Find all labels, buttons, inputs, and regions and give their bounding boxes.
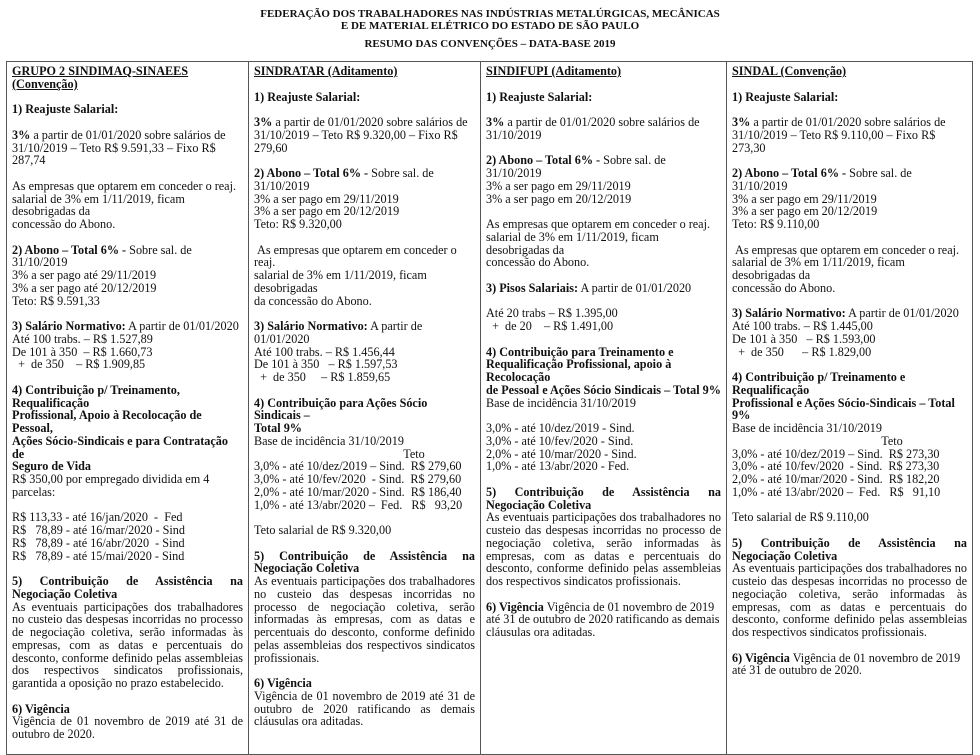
clause-text: As empresas que optarem em conceder o reaj. salarial de 3% em 1/11/2019, ficam desobrigadas da concessão do Abono. [486, 217, 711, 270]
clause-heading: 5) Contribuição de Assistência na Negociação Coletiva [254, 548, 479, 576]
conventions-table [6, 61, 973, 755]
clause-heading: 3% [732, 115, 751, 129]
clause-block [12, 180, 243, 231]
clause-heading: 4) Contribuição para Treinamento e Requalificação Profissional, apoio à Recolocação de Pessoal e Ações Sócio Sindicais – Total 9% [486, 344, 721, 397]
clause-heading: 1) Reajuste Salarial: [732, 89, 839, 104]
clause-text: As empresas que optarem em conceder o reaj. salarial de 3% em 1/11/2019, ficam desobrigadas da concessão do Abono. [254, 242, 457, 308]
clause-block [12, 384, 243, 563]
clause-heading: 6) Vigência [12, 701, 70, 716]
clause-block [486, 282, 721, 333]
clause-block [254, 677, 475, 728]
clause-heading: 5) Contribuição de Assistência na Negociação Coletiva [732, 535, 971, 563]
clause-heading: 3% [254, 115, 273, 129]
header-line-1: FEDERAÇÃO DOS TRABALHADORES NAS INDÚSTRIAS METALÚRGICAS, MECÂNICAS [260, 8, 720, 20]
clause-text: a partir de 01/01/2020 sobre salários de 31/10/2019 – Teto R$ 9.591,33 – Fixo R$ 287,74 [12, 127, 226, 168]
column-sindimaq [7, 62, 249, 755]
clause-text: a partir de 01/01/2020 sobre salários de 31/10/2019 – Teto R$ 9.110,00 – Fixo R$ 273,30 [732, 115, 946, 155]
clause-text: a partir de 01/01/2020 sobre salários de 31/10/2019 – Teto R$ 9.320,00 – Fixo R$ 279,60 [254, 115, 468, 155]
clause-text: Base de incidência 31/10/2019 Teto 3,0% - até 10/dez/2019 – Sind. R$ 273,30 3,0% - até 10/fev/2020 - Sind. R$ 273,30 2,0% - até 10/mar/2020 - Sind. R$ 182,20 1,0% - até 13/abr/2020 – Fed. R$ 91,10 Teto salarial de R$ 9.110,00 [732, 421, 941, 525]
clause-block [732, 244, 967, 295]
clause-heading: 5) Contribuição de Assistência na Negociação Coletiva [486, 484, 725, 512]
clause-block [486, 601, 721, 639]
clause-block [12, 129, 243, 167]
column-sindifupi [481, 62, 727, 755]
clause-block [254, 167, 475, 231]
clause-text: Vigência de 01 novembro de 2019 até 31 de outubro de 2020 ratificando as demais cláusulas ora aditadas. [254, 688, 475, 729]
clause-heading: 3% [486, 115, 505, 129]
clause-block [12, 244, 243, 308]
clause-heading: 3) Salário Normativo: [254, 319, 368, 333]
clause-block [486, 116, 721, 142]
clause-block [732, 535, 971, 639]
clause-text: As eventuais participações dos trabalhadores no custeio das despesas incorridas no processo de negociação coletiva, serão informadas às empresas, com as datas e percentuais do desconto, conforme definido pelas assembleias dos respectivos sindicatos profissionais. [732, 561, 967, 639]
clause-block [254, 397, 475, 537]
union-title: SINDIFUPI (Aditamento) [486, 64, 622, 78]
clause-text: As empresas que optarem em conceder o reaj. salarial de 3% em 1/11/2019, ficam desobrigadas da concessão do Abono. [12, 178, 237, 231]
clause-block [732, 167, 967, 231]
clause-text: As eventuais participações dos trabalhadores no custeio das despesas incorridas no processo de negociação coletiva, serão informadas às empresas, com as datas e percentuais do desconto, conforme definido pelas assembleias dos respectivos sindicatos profissionais, garantida a oposição no prazo estabelecido. [12, 599, 243, 690]
clause-block [732, 116, 967, 154]
clause-text: A partir de 01/01/2020 Até 100 trabs. – R$ 1.445,00 De 101 à 350 – R$ 1.593,00 + de 350 – R$ 1.829,00 [732, 306, 959, 359]
clause-block [254, 116, 475, 154]
clause-block [12, 103, 243, 116]
clause-heading: 6) Vigência [732, 650, 790, 665]
document-header [0, 0, 980, 51]
clause-heading: 3) Salário Normativo: [732, 306, 846, 321]
clause-heading: 3% [12, 127, 31, 142]
header-line-2: E DE MATERIAL ELÉTRICO DO ESTADO DE SÃO PAULO [340, 19, 640, 32]
clause-block [254, 244, 475, 308]
clause-heading: 3) Pisos Salariais: [486, 280, 579, 295]
clause-block [732, 91, 967, 104]
clause-text: Base de incidência 31/10/2019 Teto 3,0% - até 10/dez/2019 – Sind. R$ 279,60 3,0% - até 10/fev/2020 - Sind. R$ 279,60 2,0% - até 10/mar/2020 - Sind. R$ 186,40 1,0% - até 13/abr/2020 – Fed. R$ 93,20 Teto salarial de R$ 9.320,00 [254, 433, 463, 537]
clause-block [732, 307, 967, 358]
clause-heading: 2) Abono – Total 6% - [254, 166, 369, 180]
clause-text: Vigência de 01 novembro de 2019 até 31 de outubro de 2020 ratificando as demais cláusulas ora aditadas. [486, 599, 723, 639]
clause-text: Sobre sal. de 31/10/2019 3% a ser pago em 29/11/2019 3% a ser pago em 20/12/2019 [486, 153, 666, 206]
clause-text: A partir de 01/01/2020 Até 100 trabs. – R$ 1.456,44 De 101 à 350 – R$ 1.597,53 + de 350 – R$ 1.859,65 [254, 319, 423, 384]
clause-heading: 6) Vigência [486, 599, 544, 614]
clause-text: a partir de 01/01/2020 sobre salários de 31/10/2019 [486, 115, 700, 142]
clause-text: As eventuais participações dos trabalhadores no custeio das despesas incorridas no processo de negociação coletiva, serão informadas às empresas, com as datas e percentuais do desconto, conforme definido pelas assembleias dos respectivos sindicatos profissionais. [486, 510, 721, 588]
clause-text: Sobre sal. de 31/10/2019 3% a ser pago em 29/11/2019 3% a ser pago em 20/12/2019 Teto: R$ 9.320,00 [254, 166, 434, 231]
clause-heading: 1) Reajuste Salarial: [254, 89, 361, 104]
clause-block [254, 91, 475, 104]
clause-block [732, 371, 967, 524]
union-title: SINDRATAR (Aditamento) [254, 64, 398, 78]
clause-text: A partir de 01/01/2020 Até 20 trabs – R$ 1.395,00 + de 20 – R$ 1.491,00 [486, 280, 692, 333]
header-subtitle: RESUMO DAS CONVENÇÕES – DATA-BASE 2019 [364, 38, 616, 50]
clause-block [12, 703, 243, 741]
union-title: SINDAL (Convenção) [732, 64, 847, 78]
union-title: GRUPO 2 SINDIMAQ-SINAEES (Convenção) [12, 64, 189, 91]
clause-block [12, 574, 247, 690]
clause-block [486, 154, 721, 205]
clause-text: Vigência de 01 novembro de 2019 até 31 de outubro de 2020. [732, 650, 964, 678]
clause-text: As empresas que optarem em conceder o reaj. salarial de 3% em 1/11/2019, ficam desobrigadas da concessão do Abono. [732, 242, 960, 295]
clause-block [486, 346, 721, 474]
column-sindal [727, 62, 973, 755]
clause-heading: 2) Abono – Total 6% - [732, 166, 847, 180]
clause-text: Sobre sal. de 31/10/2019 3% a ser pago até 29/11/2019 3% a ser pago até 20/12/2019 Teto: R$ 9.591,33 [12, 242, 192, 308]
clause-text: Vigência de 01 novembro de 2019 até 31 de outubro de 2020. [12, 714, 243, 741]
clause-text: Base de incidência 31/10/2019 3,0% - até 10/dez/2019 - Sind. 3,0% - até 10/fev/2020 - Sind. 2,0% - até 10/mar/2020 - Sind. 1,0% - até 13/abr/2020 - Fed. [486, 395, 637, 474]
clause-text: R$ 350,00 por empregado dividida em 4 parcelas: R$ 113,33 - até 16/jan/2020 - Fed R$ 78,89 - até 16/mar/2020 - Sind R$ 78,89 - até 16/abr/2020 - Sind R$ 78,89 - até 15/mai/2020 - Sind [12, 472, 210, 563]
clause-text: A partir de 01/01/2020 Até 100 trabs. – R$ 1.527,89 De 101 à 350 – R$ 1.660,73 + de 350 – R$ 1.909,85 [12, 319, 239, 372]
column-sindratar [249, 62, 481, 755]
clause-heading: 3) Salário Normativo: [12, 319, 126, 333]
clause-block [732, 652, 967, 678]
clause-heading: 4) Contribuição p/ Treinamento e Requalificação Profissional e Ações Sócio-Sindicais – Total 9% [732, 370, 955, 423]
clause-heading: 4) Contribuição p/ Treinamento, Requalificação Profissional, Apoio à Recolocação de Pessoal, Ações Sócio-Sindicais e para Contratação de Seguro de Vida [12, 382, 228, 474]
clause-text: Sobre sal. de 31/10/2019 3% a ser pago em 29/11/2019 3% a ser pago em 20/12/2019 Teto: R$ 9.110,00 [732, 166, 912, 231]
clause-heading: 6) Vigência [254, 676, 312, 690]
clause-heading: 2) Abono – Total 6% - [12, 242, 127, 257]
clause-block [486, 218, 721, 269]
clause-block [486, 91, 721, 104]
clause-heading: 1) Reajuste Salarial: [486, 89, 593, 104]
clause-text: As eventuais participações dos trabalhadores no custeio das despesas incorridas no processo de negociação coletiva, serão informadas às empresas, com as datas e percentuais do desconto, conforme definido pelas assembleias dos respectivos sindicatos profissionais. [254, 574, 475, 665]
clause-heading: 4) Contribuição para Ações Sócio Sindicais – Total 9% [254, 395, 428, 435]
clause-block [254, 548, 479, 665]
clause-heading: 2) Abono – Total 6% - [486, 153, 601, 168]
clause-block [12, 320, 243, 371]
clause-heading: 5) Contribuição de Assistência na Negociação Coletiva [12, 574, 247, 601]
clause-heading: 1) Reajuste Salarial: [12, 102, 119, 117]
conventions-row [7, 62, 973, 755]
clause-block [486, 484, 725, 588]
clause-block [254, 320, 475, 384]
